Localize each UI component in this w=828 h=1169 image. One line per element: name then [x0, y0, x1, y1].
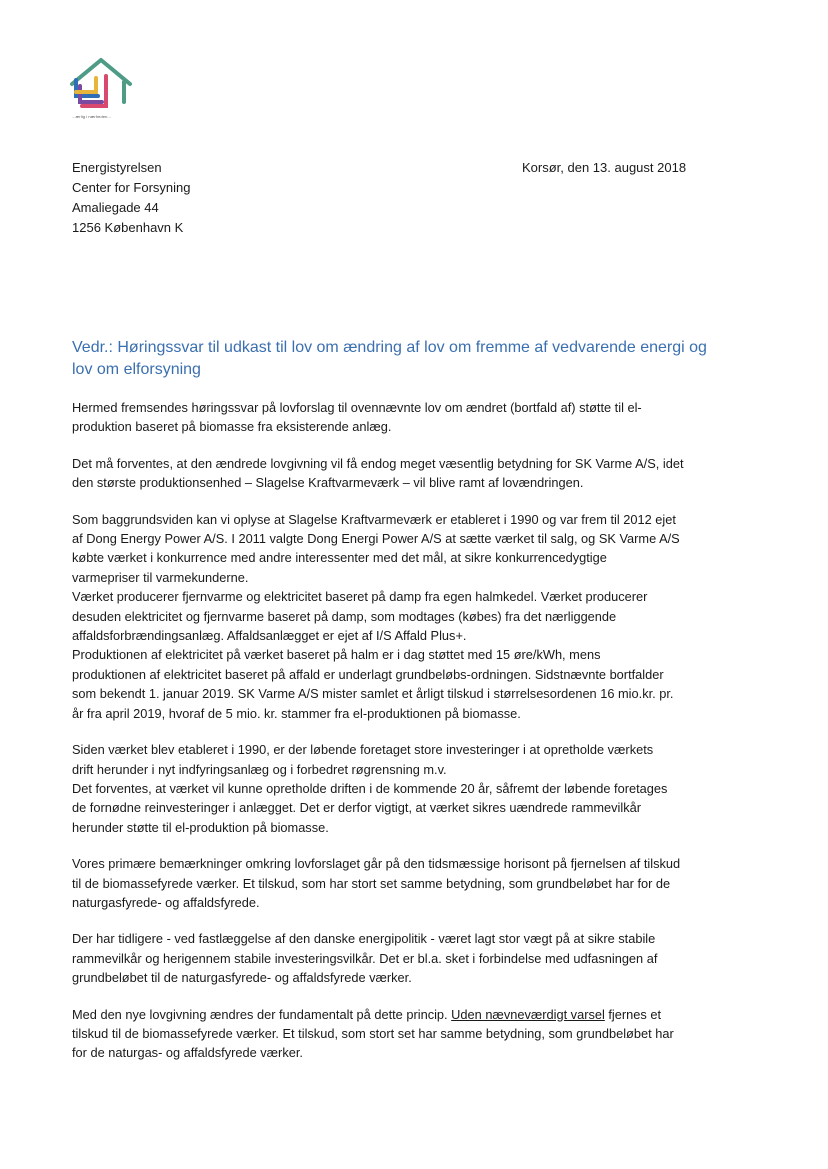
subject-line-1: Vedr.: Høringssvar til udkast til lov om ændring af lov om fremme af vedvarende energi og: [72, 339, 707, 356]
company-logo: [68, 56, 134, 122]
paragraph-policy: [72, 929, 752, 987]
text-line: Som baggrundsviden kan vi oplyse at Slagelse Kraftvarmeværk er etableret i 1990 og var frem til 2012 ejet: [72, 511, 676, 527]
text-segment: fjernes et: [604, 1006, 662, 1022]
text-line: Produktionen af elektricitet på værket baseret på halm er i dag støttet med 15 øre/kWh, mens: [72, 647, 601, 663]
text-line: købte værket i konkurrence med andre interessenter med det mål, at sikre konkurrencedygtige: [72, 550, 607, 566]
text-line: [72, 1005, 752, 1024]
paragraph-investments: [72, 740, 752, 779]
recipient-city: 1256 København K: [72, 220, 184, 235]
text-line: Siden værket blev etableret i 1990, er der løbende foretaget store investeringer i at opretholde værkets: [72, 742, 654, 758]
subject-line-2: lov om elforsyning: [72, 361, 201, 378]
paragraph-production: [72, 587, 752, 645]
paragraph-remarks: [72, 854, 752, 912]
house-logo-icon: [68, 56, 134, 122]
text-line: år fra april 2019, hvoraf de 5 mio. kr. stammer fra el-produktionen på biomasse.: [72, 705, 521, 721]
letter-body: [72, 398, 752, 1080]
text-line: de fornødne reinvesteringer i anlægget. Det er derfor vigtigt, at værket sikres uændrede rammevilkår: [72, 800, 641, 816]
text-line: Der har tidligere - ved fastlæggelse af den danske energipolitik - været lagt stor vægt på at sikre stabile: [72, 931, 656, 947]
logo-tagline: ...ærlig i nærheden...: [72, 114, 112, 119]
text-line: desuden elektricitet og fjernvarme baseret på damp, som modtages (købes) fra det nærliggende: [72, 608, 617, 624]
paragraph-outlook: [72, 779, 752, 837]
recipient-address: [72, 158, 191, 238]
text-line: til de biomassefyrede værker. Et tilskud, som har stort set samme betydning, som grundbeløbet har for de: [72, 875, 671, 891]
recipient-department: Center for Forsyning: [72, 180, 191, 195]
paragraph-background: [72, 510, 752, 588]
text-line: Det må forventes, at den ændrede lovgivning vil få endog meget væsentlig betydning for SK Varme A/S, idet: [72, 455, 684, 471]
text-line: grundbeløbet til de naturgasfyrede- og affaldsfyrede værker.: [72, 970, 412, 986]
letter-date: Korsør, den 13. august 2018: [522, 160, 687, 175]
text-line: den største produktionsenhed – Slagelse Kraftvarmeværk – vil blive ramt af lovændringen.: [72, 475, 584, 491]
text-line: Det forventes, at værket vil kunne opretholde driften i de kommende 20 år, såfremt der løbende foretages: [72, 780, 668, 796]
paragraph-intro: [72, 398, 752, 437]
recipient-name: Energistyrelsen: [72, 160, 162, 175]
text-segment: Med den nye lovgivning ændres der fundamentalt på dette princip.: [72, 1006, 452, 1022]
text-line: affaldsforbrændingsanlæg. Affaldsanlægget er ejet af I/S Affald Plus+.: [72, 628, 467, 644]
text-line: Vores primære bemærkninger omkring lovforslaget går på den tidsmæssige horisont på fjernelsen af tilskud: [72, 856, 681, 872]
text-line: Værket producerer fjernvarme og elektricitet baseret på damp fra egen halmkedel. Værket producerer: [72, 589, 648, 605]
text-line: som bekendt 1. januar 2019. SK Varme A/S mister samlet et årligt tilskud i størrelsesordenen 16 mio.kr. pr.: [72, 686, 674, 702]
subject-heading: [72, 337, 742, 381]
paragraph-impact: [72, 454, 752, 493]
text-line: produktion baseret på biomasse fra eksisterende anlæg.: [72, 419, 392, 435]
text-line: produktionen af elektricitet baseret på affald er underlagt grundbeløbs-ordningen. Sidstnævnte bortfalder: [72, 666, 664, 682]
underlined-text: Uden nævneværdigt varsel: [451, 1006, 605, 1022]
text-line: for de naturgas- og affaldsfyrede værker.: [72, 1045, 303, 1061]
text-line: af Dong Energy Power A/S. I 2011 valgte Dong Energi Power A/S at sætte værket til salg, og SK Varme A/S: [72, 531, 680, 547]
text-line: varmepriser til varmekunderne.: [72, 569, 249, 585]
text-line: drift herunder i nyt indfyringsanlæg og i forbedret røgrensning m.v.: [72, 761, 447, 777]
text-line: rammevilkår og herigennem stabile investeringsvilkår. Det er bl.a. sket i forbindelse med udfasningen af: [72, 950, 658, 966]
recipient-street: Amaliegade 44: [72, 200, 159, 215]
text-line: naturgasfyrede- og affaldsfyrede.: [72, 894, 260, 910]
text-line: Hermed fremsendes høringssvar på lovforslag til ovennævnte lov om ændret (bortfald af) støtte til el-: [72, 400, 642, 415]
paragraph-conclusion: [72, 1005, 752, 1063]
text-line: tilskud til de biomassefyrede værker. Et tilskud, som stort set har samme betydning, som grundbeløbet har: [72, 1025, 674, 1041]
text-line: herunder støtte til el-produktion på biomasse.: [72, 819, 329, 835]
paragraph-subsidy: [72, 645, 752, 723]
